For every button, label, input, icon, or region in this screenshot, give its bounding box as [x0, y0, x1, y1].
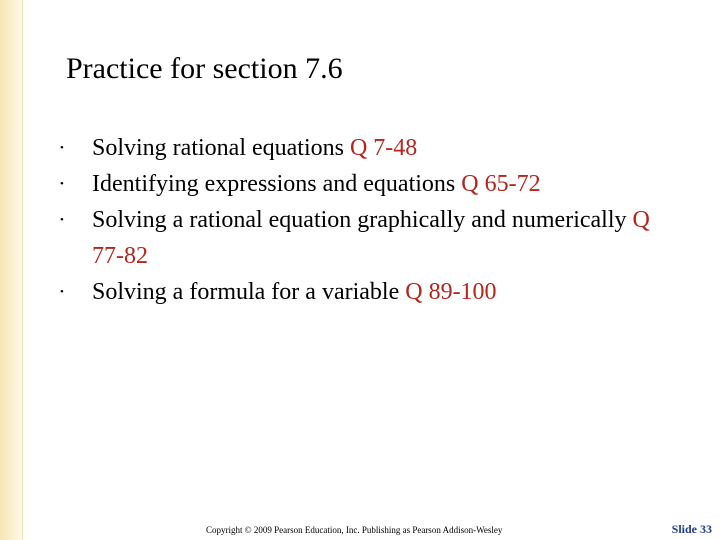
- bullet-list: [60, 130, 680, 310]
- bullet-dot-icon: •: [60, 142, 64, 154]
- bullet-dot-icon: •: [60, 178, 64, 190]
- bullet-item: [60, 202, 680, 274]
- slide-number: Slide 33: [671, 522, 712, 536]
- bullet-text: Solving a formula for a variable: [92, 279, 406, 305]
- bullet-text: Solving rational equations: [92, 135, 350, 161]
- bullet-dot-icon: •: [60, 214, 64, 226]
- slide-title: Practice for section 7.6: [66, 52, 343, 85]
- bullet-item: [60, 274, 680, 310]
- question-range: Q 7-48: [349, 135, 418, 161]
- side-decoration-band: [0, 0, 23, 540]
- question-range: Q 89-100: [405, 279, 497, 305]
- question-range: Q 77-82: [92, 207, 650, 269]
- copyright-notice: Copyright © 2009 Pearson Education, Inc. Publishing as Pearson Addison-Wesley: [206, 525, 503, 535]
- bullet-item: [60, 130, 680, 166]
- bullet-text: Identifying expressions and equations: [92, 171, 462, 197]
- bullet-dot-icon: •: [60, 286, 64, 298]
- bullet-text: Solving a rational equation graphically and numerically: [92, 207, 633, 233]
- bullet-item: [60, 166, 680, 202]
- question-range: Q 65-72: [461, 171, 541, 197]
